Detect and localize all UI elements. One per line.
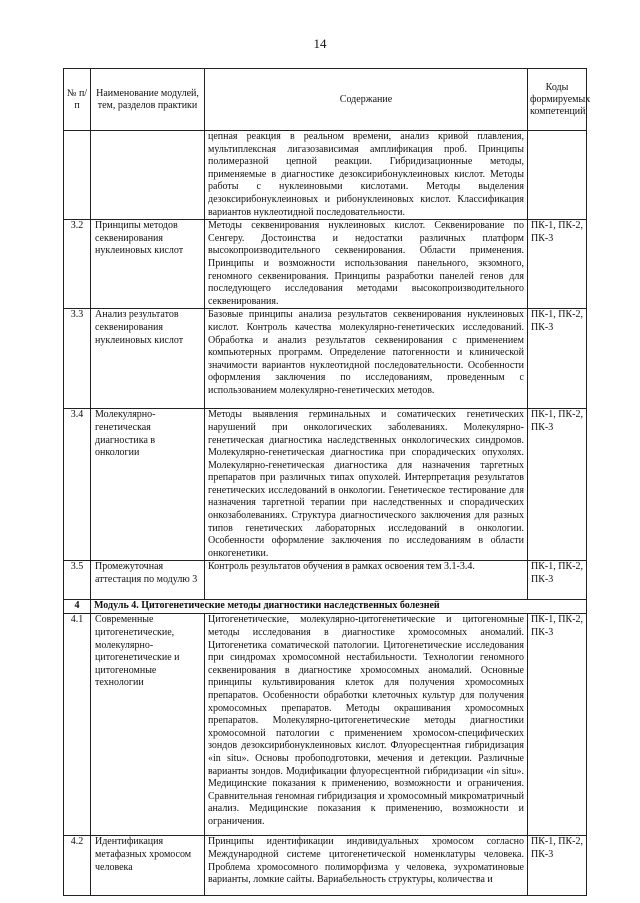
row-number: 3.4 xyxy=(64,409,91,561)
row-content: Принципы идентификации индивидуальных хромосом согласно Международной системе цитогенетической номенклатуры человека. Проблема хромосомного полиморфизма у человека, эухроматиновые варианты, ломкие сайты. Вариабельность структуры, количества и xyxy=(205,836,528,896)
table-row xyxy=(64,131,587,220)
row-codes: ПК-1, ПК-2, ПК-3 xyxy=(528,561,587,600)
table-row xyxy=(64,614,587,836)
row-content: Базовые принципы анализа результатов секвенирования нуклеиновых кислот. Контроль качества молекулярно-генетических исследований. Обработка и анализ результатов секвенирования с применением компьютерных программ. Определение патогенности и клинической значимости вариантов нуклеотидной последовательности. Особенности оформления заключения по исследованиям, проведенным с использованием молекулярно-генетических методов. xyxy=(205,309,528,409)
curriculum-table xyxy=(63,68,591,896)
row-content: цепная реакция в реальном времени, анализ кривой плавления, мультиплексная лигазозависимая амплификация проб. Принципы полимеразной цепной реакции. Гибридизационные методы, применяемые в диагностике дезоксирибонуклеиновых кислот. Методы работы с нуклеиновыми кислотами. Методы выделения дезоксирибонуклеиновых и рибонуклеиновых кислот. Классификация вариантов нуклеотидной последовательности. xyxy=(205,131,528,220)
header-codes: Коды формируемых компетенций xyxy=(528,69,587,131)
table-row xyxy=(64,220,587,309)
row-number: 3.2 xyxy=(64,220,91,309)
row-codes: ПК-1, ПК-2, ПК-3 xyxy=(528,220,587,309)
row-content: Контроль результатов обучения в рамках освоения тем 3.1-3.4. xyxy=(205,561,528,600)
page-number: 14 xyxy=(313,36,327,51)
table-row xyxy=(64,561,587,600)
module-number: 4 xyxy=(64,600,91,614)
row-codes: ПК-1, ПК-2, ПК-3 xyxy=(528,614,587,836)
table-row xyxy=(64,309,587,409)
header-number: № п/п xyxy=(64,69,91,131)
table-header-row xyxy=(64,69,587,131)
row-topic: Промежуточная аттестация по модулю 3 xyxy=(91,561,205,600)
row-codes xyxy=(528,131,587,220)
row-topic xyxy=(91,131,205,220)
row-topic: Принципы методов секвенирования нуклеиновых кислот xyxy=(91,220,205,309)
row-number: 3.3 xyxy=(64,309,91,409)
row-number xyxy=(64,131,91,220)
row-codes: ПК-1, ПК-2, ПК-3 xyxy=(528,309,587,409)
table-row xyxy=(64,409,587,561)
row-content: Методы выявления герминальных и соматических генетических нарушений при онкологических заболеваниях. Молекулярно-генетическая диагностика наследственных онкологических синдромов. Молекулярно-генетическая диагностика при спорадических опухолях. Молекулярно-генетическая диагностика для назначения таргетных препаратов при различных типах опухолей. Интерпретация результатов генетических исследований в онкологии. Генетическое тестирование для назначения таргетной терапии при наследственных и спорадических онкозаболеваниях. Структура диагностического заключения для разных типов генетических лабораторных исследований в онкологии. Особенности оформление заключения по исследованиям в области онкогенетики. xyxy=(205,409,528,561)
row-topic: Молекулярно-генетическая диагностика в онкологии xyxy=(91,409,205,561)
module-heading-row xyxy=(64,600,587,614)
row-number: 4.2 xyxy=(64,836,91,896)
row-topic: Анализ результатов секвенирования нуклеиновых кислот xyxy=(91,309,205,409)
row-number: 3.5 xyxy=(64,561,91,600)
row-content: Методы секвенирования нуклеиновых кислот. Секвенирование по Сенгеру. Достоинства и недостатки различных платформ высокопроизводительного секвенирования. Области применения. Принципы и возможности использования панельного, экзомного, геномного секвенирования. Принципы разработки панелей генов для последующего исследования методами высокопроизводительного секвенирования. xyxy=(205,220,528,309)
row-codes: ПК-1, ПК-2, ПК-3 xyxy=(528,409,587,561)
header-content: Содержание xyxy=(205,69,528,131)
row-codes: ПК-1, ПК-2, ПК-3 xyxy=(528,836,587,896)
header-name: Наименование модулей, тем, разделов практики xyxy=(91,69,205,131)
row-topic: Идентификация метафазных хромосом человека xyxy=(91,836,205,896)
row-content: Цитогенетические, молекулярно-цитогенетические и цитогеномные методы исследования в диагностике хромосомных аномалий. Цитогенетика соматической патологии. Цитогенетические исследования при синдромах хромосомной нестабильности. Технологии геномного секвенирования в диагностике хромосомных аномалий. Основные принципы культивирования клеток для получения хромосомных препаратов. Особенности обработки клеточных культур для получения хромосомных препаратов. Методы окрашивания хромосомных препаратов. Молекулярно-цитогенетические методы диагностики хромосомной патологии с применением хромосом-специфических зондов дезоксирибонуклеиновых кислот. Флуоресцентная гибридизация «in situ». Основы пробоподготовки, мечения и детекции. Различные варианты зондов. Модификации флуоресцентной гибридизации «in situ». Медицинские показания к применению, возможности и ограничения. Сравнительная геномная гибридизация и хромосомный микроматричный анализ. Медицинские показания к применению, возможности и ограничения. xyxy=(205,614,528,836)
row-topic: Современные цитогенетические, молекулярно-цитогенетические и цитогеномные технологии xyxy=(91,614,205,836)
table-row xyxy=(64,836,587,896)
module-title: Модуль 4. Цитогенетические методы диагностики наследственных болезней xyxy=(91,600,587,614)
row-number: 4.1 xyxy=(64,614,91,836)
